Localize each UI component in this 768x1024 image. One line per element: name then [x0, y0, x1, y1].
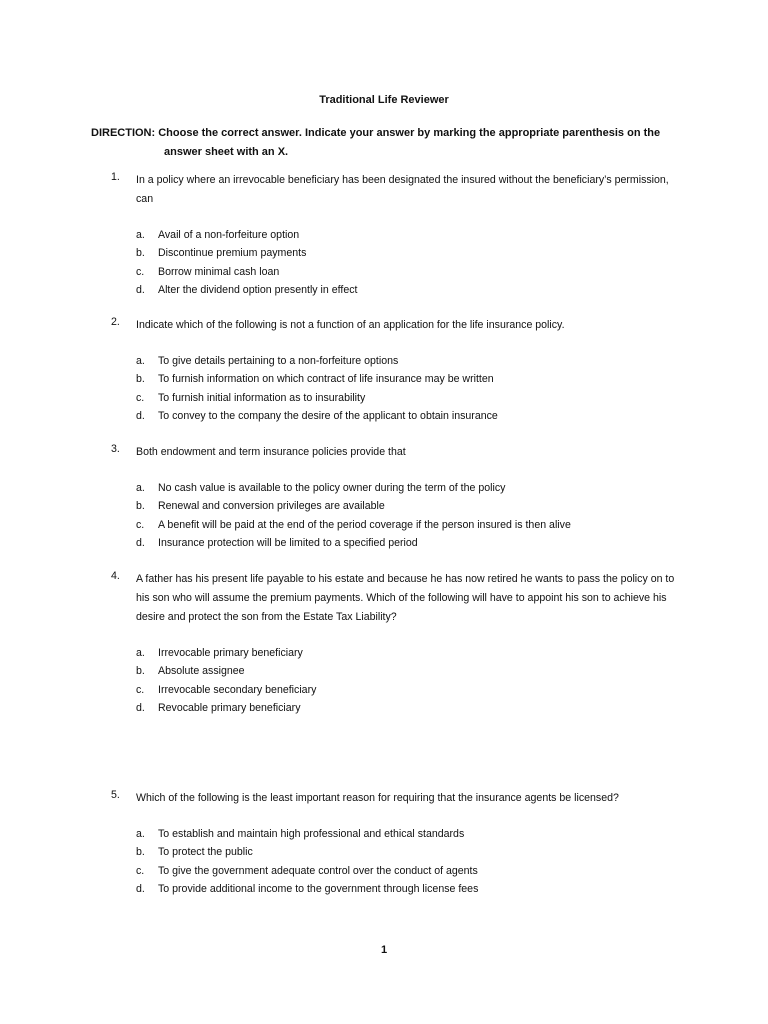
option-a: [136, 352, 681, 370]
page-number: 1: [380, 944, 388, 956]
option-text: Irrevocable secondary beneficiary: [158, 683, 317, 696]
direction-text: [91, 124, 691, 162]
option-letter: b.: [136, 846, 145, 859]
option-a: [136, 226, 681, 244]
option-letter: d.: [136, 882, 145, 895]
option-a: [136, 479, 681, 497]
option-letter: a.: [136, 482, 145, 494]
direction-line-1: Choose the correct answer. Indicate your answer by marking the appropriate parenthesis on the: [158, 127, 661, 139]
option-letter: b.: [136, 247, 145, 260]
option-text: To convey to the company the desire of the applicant to obtain insurance: [158, 409, 498, 422]
option-text: To establish and maintain high professional and ethical standards: [158, 828, 465, 840]
option-letter: a.: [136, 828, 145, 840]
option-c: [136, 263, 681, 281]
option-text: To furnish information on which contract of life insurance may be written: [158, 373, 494, 386]
option-text: To furnish initial information as to insurability: [158, 391, 366, 404]
option-text: Borrow minimal cash loan: [158, 265, 280, 278]
option-list: [136, 825, 681, 898]
option-letter: b.: [136, 500, 145, 513]
option-list: [136, 644, 681, 717]
option-text: To give details pertaining to a non-forfeiture options: [158, 355, 399, 367]
option-letter: b.: [136, 665, 145, 678]
option-letter: b.: [136, 373, 145, 386]
option-text: Revocable primary beneficiary: [158, 701, 301, 714]
option-d: [136, 880, 681, 898]
option-b: [136, 497, 681, 515]
option-text: A benefit will be paid at the end of the period coverage if the person insured is then alive: [158, 518, 571, 531]
option-d: [136, 407, 681, 425]
option-letter: c.: [136, 683, 145, 696]
option-letter: c.: [136, 265, 145, 278]
option-list: [136, 226, 681, 299]
question-4: [111, 570, 681, 717]
option-text: To give the government adequate control over the conduct of agents: [158, 864, 478, 877]
question-number: 4.: [111, 570, 120, 582]
document-title: Traditional Life Reviewer: [319, 94, 449, 106]
option-letter: c.: [136, 391, 145, 404]
option-letter: d.: [136, 536, 145, 549]
option-list: [136, 479, 681, 552]
option-text: Absolute assignee: [158, 665, 245, 678]
option-text: To protect the public: [158, 846, 253, 859]
option-text: Discontinue premium payments: [158, 247, 307, 260]
option-c: [136, 516, 681, 534]
option-text: To provide additional income to the government through license fees: [158, 882, 479, 895]
option-letter: a.: [136, 355, 145, 367]
option-text: Renewal and conversion privileges are available: [158, 500, 385, 513]
option-text: Avail of a non-forfeiture option: [158, 229, 300, 241]
question-5: [111, 789, 681, 898]
question-number: 5.: [111, 789, 120, 801]
option-letter: c.: [136, 518, 145, 531]
option-c: [136, 389, 681, 407]
option-b: [136, 843, 681, 861]
direction-label: DIRECTION:: [91, 127, 156, 139]
option-a: [136, 644, 681, 662]
question-text: In a policy where an irrevocable beneficiary has been designated the insured without the beneficiary’s permission, can: [136, 174, 669, 205]
option-b: [136, 662, 681, 680]
option-letter: c.: [136, 864, 145, 877]
option-d: [136, 281, 681, 299]
question-number: 1.: [111, 171, 120, 183]
question-number: 3.: [111, 443, 120, 455]
option-letter: d.: [136, 701, 145, 714]
option-letter: d.: [136, 409, 145, 422]
question-1: [111, 171, 681, 299]
option-d: [136, 699, 681, 717]
option-c: [136, 681, 681, 699]
direction-line-2: answer sheet with an X.: [164, 146, 289, 158]
question-text: Which of the following is the least important reason for requiring that the insurance agents be licensed?: [136, 792, 619, 804]
option-text: Insurance protection will be limited to a specified period: [158, 536, 418, 549]
option-text: Irrevocable primary beneficiary: [158, 647, 303, 659]
option-a: [136, 825, 681, 843]
question-2: [111, 316, 681, 425]
option-c: [136, 862, 681, 880]
question-3: [111, 443, 681, 552]
question-text: Both endowment and term insurance policies provide that: [136, 446, 406, 458]
option-text: No cash value is available to the policy owner during the term of the policy: [158, 482, 506, 494]
option-list: [136, 352, 681, 425]
option-b: [136, 244, 681, 262]
option-letter: a.: [136, 229, 145, 241]
option-d: [136, 534, 681, 552]
question-number: 2.: [111, 316, 120, 328]
option-b: [136, 370, 681, 388]
option-letter: d.: [136, 283, 145, 296]
option-text: Alter the dividend option presently in effect: [158, 283, 358, 296]
option-letter: a.: [136, 647, 145, 659]
question-text: A father has his present life payable to his estate and because he has now retired he wants to pass the policy on to his son who will assume the premium payments. Which of the following will have to appoint his son to achieve his desire and protect the son from the Estate Tax Liability?: [136, 573, 675, 623]
question-text: Indicate which of the following is not a function of an application for the life insurance policy.: [136, 319, 565, 331]
